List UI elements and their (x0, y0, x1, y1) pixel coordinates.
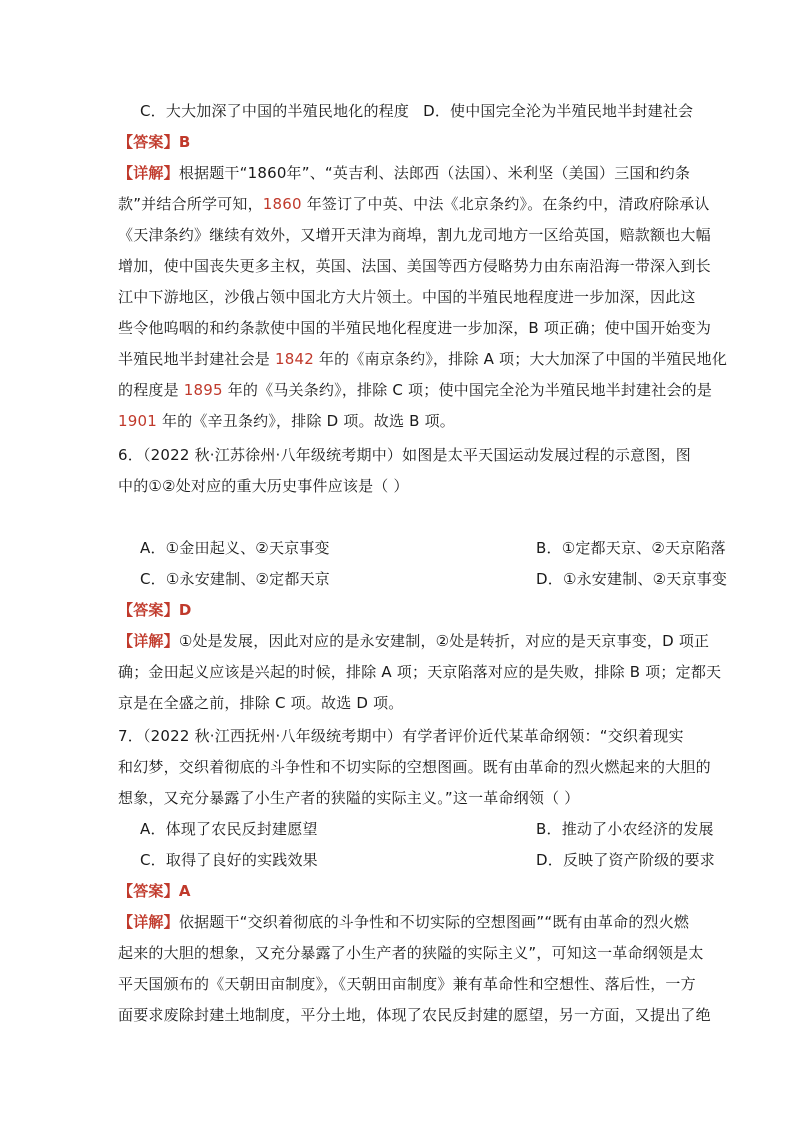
q6-option-b: B．①定都天京、②天京陷落 (536, 539, 726, 557)
q6-title-line-1: 6．（2022 秋·江苏徐州·八年级统考期中）如图是太平天国运动发展过程的示意图，图 (118, 446, 691, 464)
q5-answer (118, 132, 190, 152)
q7-detail-line-2: 起来的大胆的想象，又充分暴露了小生产者的狭隘的实际主义”，可知这一革命纲领是太 (118, 944, 704, 962)
answer-label: 【答案】 (118, 133, 179, 151)
q7-options-cd (140, 850, 715, 870)
q6-detail-line-1: 【详解】①处是发展，因此对应的是永安建制，②处是转折，对应的是天京事变，D 项正 (118, 632, 710, 650)
detail-label: 【详解】 (118, 164, 179, 182)
q5-detail-line-9: 1901 年的《辛丑条约》，排除 D 项。故选 B 项。 (118, 412, 455, 430)
q5-detail-line-3: 《天津条约》继续有效外，又增开天津为商埠，割九龙司地方一区给英国，赔款额也大幅 (118, 226, 711, 244)
q7-title-line-3: 想象，又充分暴露了小生产者的狭隘的实际主义。”这一革命纲领（ ） (118, 789, 580, 807)
q6-option-d: D．①永安建制、②天京事变 (536, 570, 728, 588)
q7-detail-line-3: 平天国颁布的《天朝田亩制度》，《天朝田亩制度》兼有革命性和空想性、落后性，一方 (118, 975, 696, 993)
q5-detail-line-5: 江中下游地区，沙俄占领中国北方大片领土。中国的半殖民地程度进一步加深，因此这 (118, 288, 696, 306)
q6-options-ab (140, 538, 726, 558)
answer-label: 【答案】 (118, 601, 179, 619)
answer-value: D (178, 601, 192, 619)
q5-detail-line-4: 增加，使中国丧失更多主权，英国、法国、美国等西方侵略势力由东南沿海一带深入到长 (118, 257, 711, 275)
q7-detail-line-4: 面要求废除封建土地制度，平分土地，体现了农民反封建的愿望，另一方面，又提出了绝 (118, 1006, 711, 1024)
q6-options-cd (140, 569, 728, 589)
q6-detail-line-2: 确；金田起义应该是兴起的时候，排除 A 项；天京陷落对应的是失败，排除 B 项；定都天 (118, 663, 722, 681)
q7-option-c: C．取得了良好的实践效果 (140, 851, 318, 869)
q6-title-line-2: 中的①②处对应的重大历史事件应该是（ ） (118, 477, 409, 495)
q7-title-line-1: 7．（2022 秋·江西抚州·八年级统考期中）有学者评价近代某革命纲领：“交织着现实 (118, 727, 684, 745)
q7-title-line-2: 和幻梦，交织着彻底的斗争性和不切实际的空想图画。既有由革命的烈火燃起来的大胆的 (118, 758, 711, 776)
q5-detail-line-6: 些令他呜咽的和约条款使中国的半殖民地化程度进一步加深，B 项正确；使中国开始变为 (118, 319, 712, 337)
detail-label: 【详解】 (118, 913, 179, 931)
q5-option-d: D．使中国完全沦为半殖民地半封建社会 (423, 102, 694, 120)
answer-value: A (178, 882, 191, 900)
q7-option-d: D．反映了资产阶级的要求 (536, 851, 715, 869)
q7-option-b: B．推动了小农经济的发展 (536, 820, 714, 838)
q5-detail-line-1: 【详解】根据题干“1860年”、“英吉利、法郎西（法国）、米利坚（美国）三国和约条 (118, 164, 691, 182)
q5-option-c: C．大大加深了中国的半殖民地化的程度 (140, 102, 410, 120)
q7-option-a: A．体现了农民反封建愿望 (140, 820, 318, 838)
q5-detail-line-7: 半殖民地半封建社会是 1842 年的《南京条约》，排除 A 项；大大加深了中国的半殖民地化 (118, 350, 728, 368)
q5-options-cd (140, 101, 693, 121)
q6-answer (118, 600, 191, 620)
q6-detail-line-3: 京是在全盛之前，排除 C 项。故选 D 项。 (118, 694, 404, 712)
q7-answer (118, 881, 191, 901)
q6-option-c: C．①永安建制、②定都天京 (140, 570, 330, 588)
q6-option-a: A．①金田起义、②天京事变 (140, 539, 330, 557)
q5-detail-line-8: 的程度是 1895 年的《马关条约》，排除 C 项；使中国完全沦为半殖民地半封建社会的是 (118, 381, 713, 399)
q7-options-ab (140, 819, 714, 839)
answer-value: B (178, 133, 191, 151)
answer-label: 【答案】 (118, 882, 179, 900)
q5-detail-line-2: 款”并结合所学可知，1860 年签订了中英、中法《北京条约》。在条约中，清政府除承认 (118, 195, 710, 213)
q7-detail-line-1: 【详解】依据题干“交织着彻底的斗争性和不切实际的空想图画”“既有由革命的烈火燃 (118, 913, 690, 931)
detail-label: 【详解】 (118, 632, 179, 650)
